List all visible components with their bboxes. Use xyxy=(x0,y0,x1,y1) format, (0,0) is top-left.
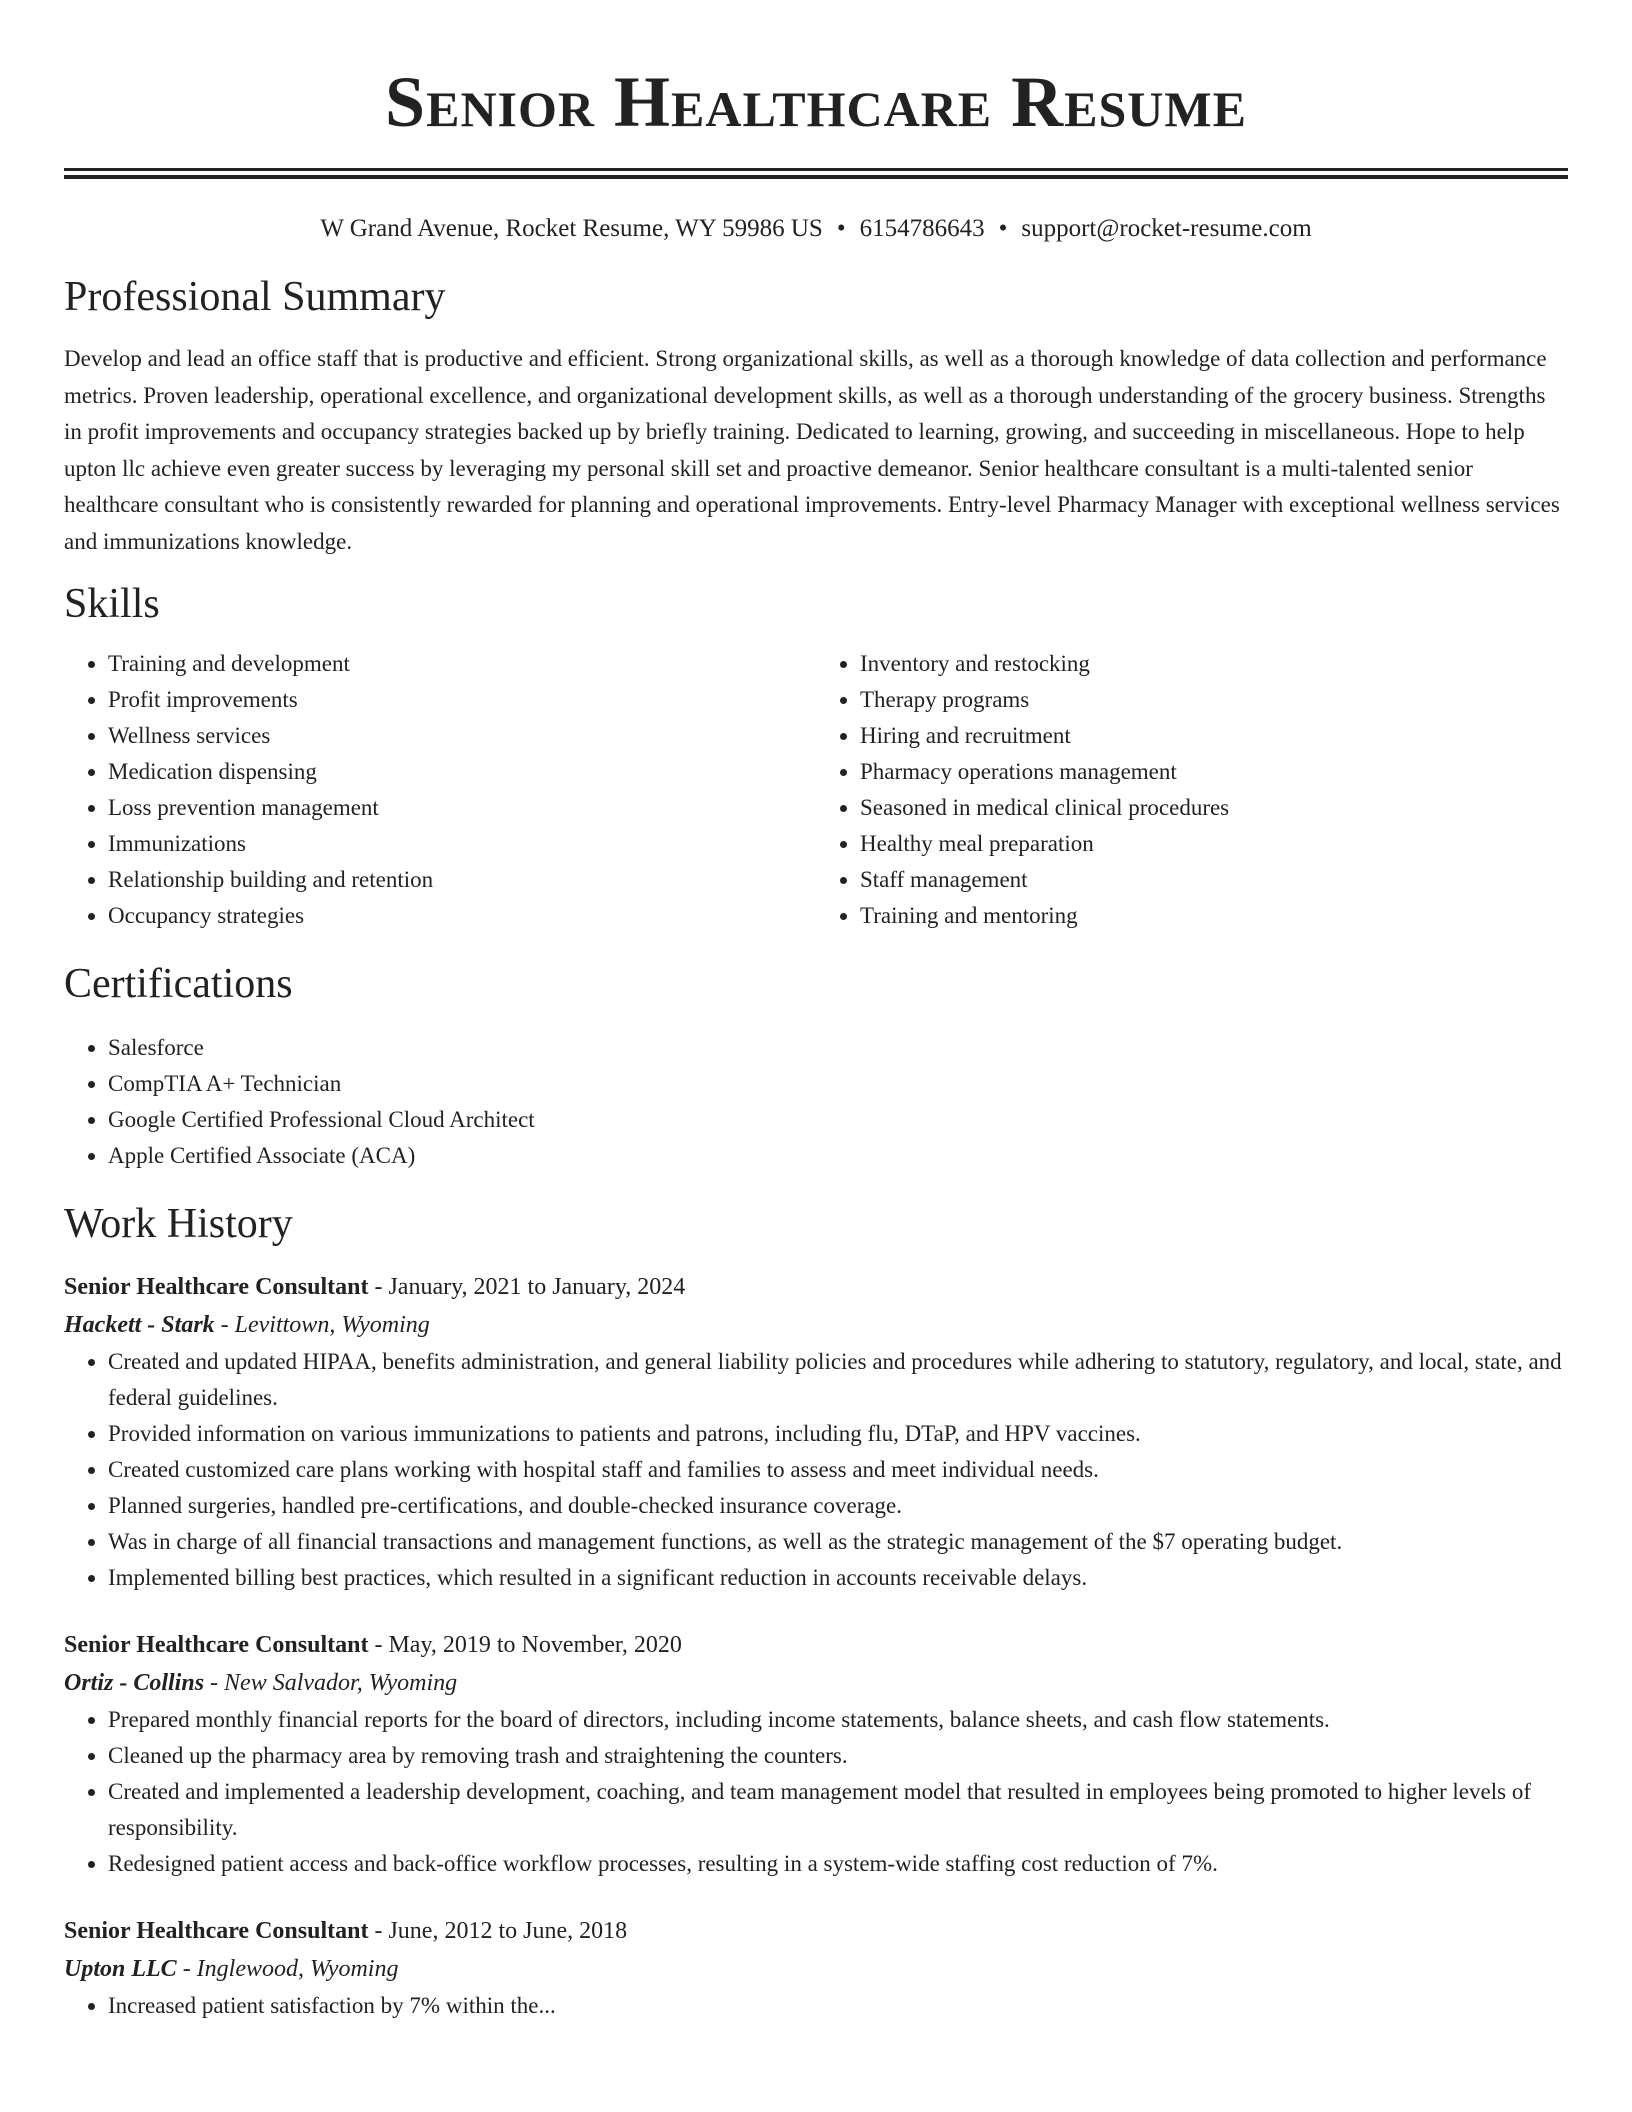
job-company-line xyxy=(64,1306,1568,1344)
contact-address: W Grand Avenue, Rocket Resume, WY 59986 US xyxy=(320,215,823,242)
job-bullets xyxy=(64,1702,1568,1882)
job-entry xyxy=(64,1626,1568,1882)
job-dates: - May, 2019 to November, 2020 xyxy=(368,1632,682,1658)
job-title: Senior Healthcare Consultant xyxy=(64,1918,369,1944)
job-title: Senior Healthcare Consultant xyxy=(64,1632,369,1658)
job-bullet: • Increased patient satisfaction by 7% within the... xyxy=(108,1988,1568,2024)
skills-heading: Skills xyxy=(64,581,160,627)
skill-item: • Inventory and restocking xyxy=(860,646,1568,682)
skill-item: • Pharmacy operations management xyxy=(860,754,1568,790)
job-bullet: • Implemented billing best practices, which resulted in a significant reduction in accounts receivable delays. xyxy=(108,1560,1568,1596)
job-entry xyxy=(64,1268,1568,1596)
job-location: - Levittown, Wyoming xyxy=(214,1312,430,1338)
job-bullet: • Created and implemented a leadership development, coaching, and team management model that resulted in employees being promoted to higher levels of responsibility. xyxy=(108,1774,1568,1846)
contact-separator: • xyxy=(836,215,846,242)
skill-item: • Training and mentoring xyxy=(860,898,1568,934)
summary-heading: Professional Summary xyxy=(64,274,446,320)
job-bullet: • Created customized care plans working with hospital staff and families to assess and meet individual needs. xyxy=(108,1452,1568,1488)
job-bullet: • Provided information on various immunizations to patients and patrons, including flu, DTaP, and HPV vaccines. xyxy=(108,1416,1568,1452)
skill-item: • Occupancy strategies xyxy=(108,898,816,934)
job-entry xyxy=(64,1912,1568,2024)
job-company-line xyxy=(64,1950,1568,1988)
contact-phone: 6154786643 xyxy=(859,215,985,242)
certification-item: • Salesforce xyxy=(108,1030,1568,1066)
skills-list-left xyxy=(64,646,816,934)
job-title-line xyxy=(64,1626,1568,1664)
skill-item: • Healthy meal preparation xyxy=(860,826,1568,862)
job-title-line xyxy=(64,1268,1568,1306)
skill-item: • Seasoned in medical clinical procedures xyxy=(860,790,1568,826)
skill-item: • Staff management xyxy=(860,862,1568,898)
job-bullets xyxy=(64,1988,1568,2024)
job-dates: - June, 2012 to June, 2018 xyxy=(368,1918,628,1944)
skill-item: • Therapy programs xyxy=(860,682,1568,718)
job-dates: - January, 2021 to January, 2024 xyxy=(368,1274,686,1300)
job-company: Ortiz - Collins xyxy=(64,1670,205,1696)
job-company: Upton LLC xyxy=(64,1956,177,1982)
title-divider xyxy=(64,168,1568,179)
certification-item: • Apple Certified Associate (ACA) xyxy=(108,1138,1568,1174)
job-company-line xyxy=(64,1664,1568,1702)
job-bullet: • Created and updated HIPAA, benefits administration, and general liability policies and procedures while adhering to statutory, regulatory, and local, state, and federal guidelines. xyxy=(108,1344,1568,1416)
skill-item: • Hiring and recruitment xyxy=(860,718,1568,754)
certification-item: • CompTIA A+ Technician xyxy=(108,1066,1568,1102)
skill-item: • Profit improvements xyxy=(108,682,816,718)
job-bullet: • Prepared monthly financial reports for the board of directors, including income statements, balance sheets, and cash flow statements. xyxy=(108,1702,1568,1738)
skill-item: • Relationship building and retention xyxy=(108,862,816,898)
summary-text: Develop and lead an office staff that is productive and efficient. Strong organizational skills, as well as a thorough knowledge of data collection and performance metrics. Proven leadership, operational excellence, and organizational development skills, as well as a thorough understanding of the grocery business. Strengths in profit improvements and occupancy strategies backed up by briefly training. Dedicated to learning, growing, and succeeding in miscellaneous. Hope to help upton llc achieve even greater success by leveraging my personal skill set and proactive demeanor. Senior healthcare consultant is a multi-talented senior healthcare consultant who is consistently rewarded for planning and operational improvements. Entry-level Pharmacy Manager with exceptional wellness services and immunizations knowledge. xyxy=(64,346,1560,554)
job-company: Hackett - Stark xyxy=(64,1312,215,1338)
skill-item: • Immunizations xyxy=(108,826,816,862)
certifications-heading: Certifications xyxy=(64,961,293,1007)
job-location: - New Salvador, Wyoming xyxy=(204,1670,458,1696)
work-history-heading: Work History xyxy=(64,1201,293,1247)
job-bullet: • Was in charge of all financial transactions and management functions, as well as the strategic management of the $7 operating budget. xyxy=(108,1524,1568,1560)
skill-item: • Wellness services xyxy=(108,718,816,754)
contact-separator: • xyxy=(998,215,1008,242)
job-bullet: • Redesigned patient access and back-office workflow processes, resulting in a system-wide staffing cost reduction of 7%. xyxy=(108,1846,1568,1882)
skill-item: • Medication dispensing xyxy=(108,754,816,790)
job-location: - Inglewood, Wyoming xyxy=(176,1956,399,1982)
job-bullet: • Planned surgeries, handled pre-certifications, and double-checked insurance coverage. xyxy=(108,1488,1568,1524)
job-title: Senior Healthcare Consultant xyxy=(64,1274,369,1300)
skills-list-right xyxy=(816,646,1568,934)
job-bullets xyxy=(64,1344,1568,1596)
certification-item: • Google Certified Professional Cloud Architect xyxy=(108,1102,1568,1138)
job-title-line xyxy=(64,1912,1568,1950)
contact-line xyxy=(64,213,1568,245)
resume-title: Senior Healthcare Resume xyxy=(385,62,1247,142)
skills-grid xyxy=(64,646,1568,934)
certifications-list xyxy=(64,1030,1568,1174)
contact-email[interactable]: support@rocket-resume.com xyxy=(1021,215,1312,242)
skill-item: • Loss prevention management xyxy=(108,790,816,826)
skill-item: • Training and development xyxy=(108,646,816,682)
job-bullet: • Cleaned up the pharmacy area by removing trash and straightening the counters. xyxy=(108,1738,1568,1774)
